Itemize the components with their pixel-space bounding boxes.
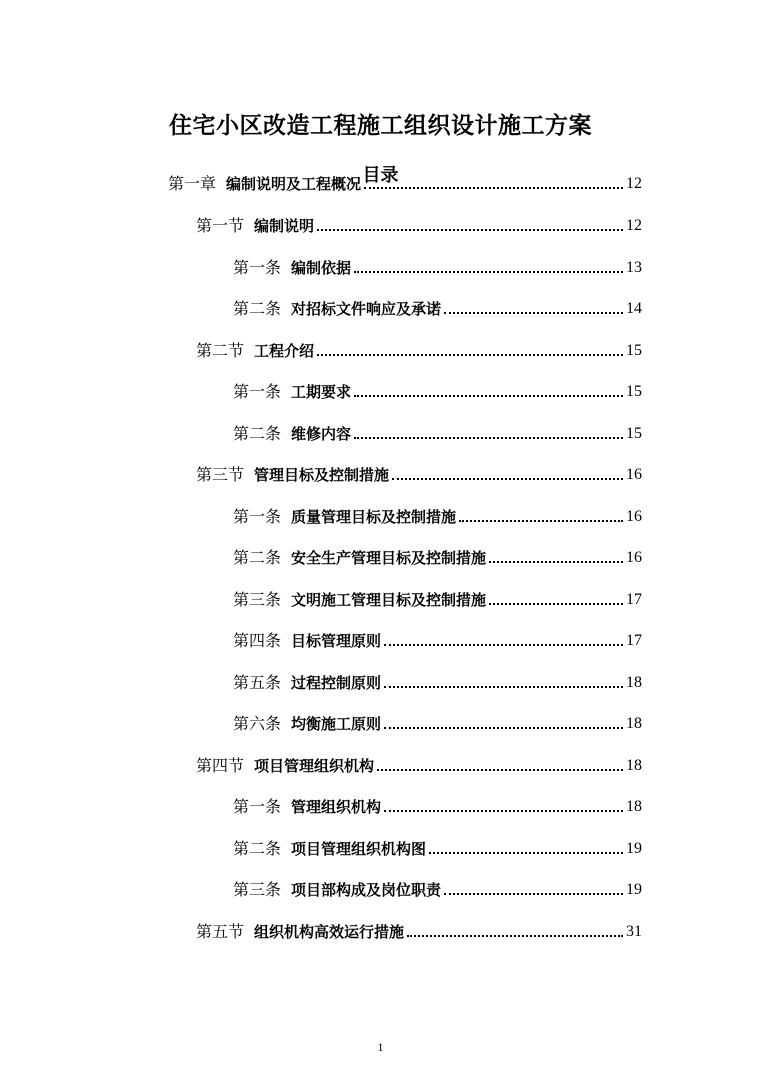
toc-dot-leader [489, 603, 623, 605]
toc-entry-article[interactable] [233, 876, 642, 900]
toc-entry-article[interactable] [233, 835, 642, 859]
toc-dot-leader [354, 271, 623, 273]
toc-entry-number: 第一条 [233, 258, 282, 277]
toc-entry-title: 对招标文件响应及承诺 [291, 300, 442, 318]
toc-entry-page: 18 [626, 674, 642, 691]
toc-entry-title: 过程控制原则 [291, 674, 382, 692]
toc-dot-leader [392, 478, 623, 480]
toc-entry-number: 第一条 [233, 382, 282, 401]
toc-entry-page: 19 [626, 840, 642, 857]
toc-entry-number: 第二条 [233, 424, 282, 443]
toc-entry-page: 18 [626, 798, 642, 815]
toc-entry-title: 质量管理目标及控制措施 [291, 508, 457, 526]
toc-entry-article[interactable] [233, 627, 642, 651]
toc-entry-page: 17 [626, 632, 642, 649]
toc-dot-leader [459, 520, 623, 522]
toc-entry-title: 编制说明 [254, 217, 315, 235]
toc-dot-leader [364, 187, 623, 189]
toc-entry-chapter-1[interactable] [168, 170, 642, 194]
toc-entry-article[interactable] [233, 378, 642, 402]
toc-entry-title: 项目管理组织机构 [254, 757, 375, 775]
toc-entry-page: 12 [626, 217, 642, 234]
toc-entry-section-4[interactable] [196, 752, 642, 776]
toc-entry-number: 第二条 [233, 299, 282, 318]
toc-entry-number: 第四节 [196, 756, 245, 775]
toc-dot-leader [444, 312, 623, 314]
toc-entry-article[interactable] [233, 420, 642, 444]
toc-entry-page: 18 [626, 757, 642, 774]
toc-dot-leader [317, 354, 623, 356]
toc-entry-number: 第二条 [233, 839, 282, 858]
toc-entry-page: 13 [626, 259, 642, 276]
toc-dot-leader [384, 644, 623, 646]
toc-entry-page: 18 [626, 715, 642, 732]
toc-entry-number: 第四条 [233, 631, 282, 650]
toc-dot-leader [354, 437, 623, 439]
toc-entry-number: 第三节 [196, 465, 245, 484]
toc-entry-section-2[interactable] [196, 337, 642, 361]
toc-entry-article[interactable] [233, 793, 642, 817]
toc-heading: 目录 [362, 164, 399, 186]
toc-dot-leader [377, 769, 623, 771]
toc-entry-number: 第三条 [233, 880, 282, 899]
toc-entry-page: 16 [626, 466, 642, 483]
toc-entry-title: 组织机构高效运行措施 [254, 923, 405, 941]
toc-dot-leader [354, 395, 623, 397]
toc-entry-title: 项目部构成及岗位职责 [291, 881, 442, 899]
toc-entry-number: 第二条 [233, 548, 282, 567]
toc-entry-article[interactable] [233, 295, 642, 319]
toc-entry-page: 17 [626, 591, 642, 608]
toc-entry-number: 第一章 [168, 174, 217, 193]
toc-entry-title: 安全生产管理目标及控制措施 [291, 549, 487, 567]
toc-entry-title: 文明施工管理目标及控制措施 [291, 591, 487, 609]
document-title: 住宅小区改造工程施工组织设计施工方案 [169, 113, 592, 140]
toc-entry-title: 目标管理原则 [291, 632, 382, 650]
toc-entry-page: 15 [626, 383, 642, 400]
toc-dot-leader [384, 727, 623, 729]
page-number: 1 [377, 1040, 384, 1054]
toc-entry-number: 第一条 [233, 507, 282, 526]
toc-dot-leader [444, 893, 623, 895]
toc-entry-article[interactable] [233, 254, 642, 278]
toc-entry-article[interactable] [233, 586, 642, 610]
toc-dot-leader [489, 561, 623, 563]
toc-entry-title: 均衡施工原则 [291, 715, 382, 733]
toc-entry-number: 第一节 [196, 216, 245, 235]
toc-entry-page: 15 [626, 342, 642, 359]
toc-entry-number: 第六条 [233, 714, 282, 733]
toc-entry-title: 工期要求 [291, 383, 352, 401]
toc-entry-number: 第一条 [233, 797, 282, 816]
toc-entry-page: 16 [626, 508, 642, 525]
toc-entry-section-1[interactable] [196, 212, 642, 236]
toc-entry-article[interactable] [233, 669, 642, 693]
toc-entry-number: 第五节 [196, 922, 245, 941]
toc-entry-page: 15 [626, 425, 642, 442]
toc-entry-page: 12 [626, 175, 642, 192]
toc-dot-leader [317, 229, 623, 231]
toc-entry-number: 第五条 [233, 673, 282, 692]
toc-entry-title: 编制依据 [291, 259, 352, 277]
toc-entry-title: 编制说明及工程概况 [226, 175, 362, 193]
toc-dot-leader [407, 935, 623, 937]
toc-entry-article[interactable] [233, 544, 642, 568]
toc-entry-page: 31 [626, 923, 642, 940]
toc-dot-leader [384, 810, 623, 812]
toc-entry-title: 管理目标及控制措施 [254, 466, 390, 484]
toc-dot-leader [384, 686, 623, 688]
toc-entry-article[interactable] [233, 503, 642, 527]
toc-dot-leader [429, 852, 623, 854]
toc-entry-section-3[interactable] [196, 461, 642, 485]
toc-entry-page: 14 [626, 300, 642, 317]
toc-entry-title: 项目管理组织机构图 [291, 840, 427, 858]
toc-entry-section-5[interactable] [196, 918, 642, 942]
toc-entry-page: 19 [626, 881, 642, 898]
toc-entry-title: 维修内容 [291, 425, 352, 443]
toc-entry-number: 第三条 [233, 590, 282, 609]
toc-entry-page: 16 [626, 549, 642, 566]
toc-entry-title: 管理组织机构 [291, 798, 382, 816]
toc-entry-number: 第二节 [196, 341, 245, 360]
toc-entry-title: 工程介绍 [254, 342, 315, 360]
toc-entry-article[interactable] [233, 710, 642, 734]
